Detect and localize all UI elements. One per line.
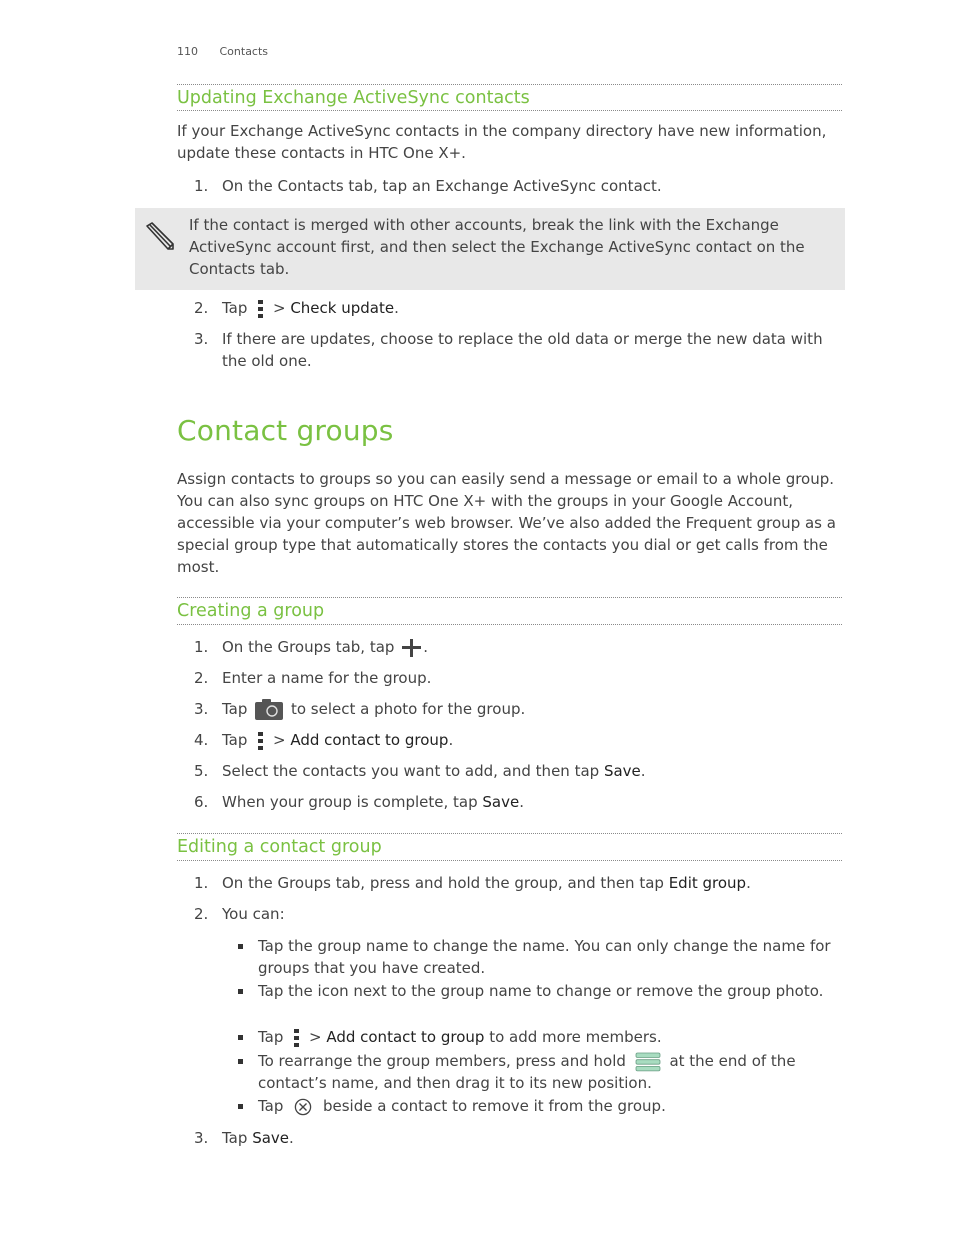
bullet-marker — [238, 1059, 243, 1064]
camera-icon — [255, 699, 283, 720]
note-text: If the contact is merged with other accounts, break the link with the Exchange ActiveSync account first, and then select the Exchange ActiveSync contact on the Contacts tab. — [189, 216, 805, 278]
save-command: Save — [252, 1129, 290, 1147]
plus-icon — [401, 639, 421, 657]
section-rule-bottom — [177, 624, 842, 625]
remove-icon — [294, 1098, 312, 1116]
edit-group-command: Edit group — [668, 874, 747, 892]
manual-page: 110 Contacts Updating Exchange ActiveSync contacts If your Exchange ActiveSync contacts in the company directory have new information, update these contacts in HTC One X+. 1. On the Contacts tab, tap an Exchange ActiveSync contact. If the contact is merged with other accounts, break the link with the Exchange ActiveSync account first, and then select the Exchange ActiveSync contact on the Contacts tab. 2. Tap > Check update. 3. If there are updates, choose to replace the old data or merge the new data with the old one. Contact groups Assign contacts to groups so you can easily send a message or email to a whole group. You can also sync groups on HTC One X+ with the groups in your Google Account, accessible via your computer’s web browser. We’ve also added the Frequent group as a special group type that automatically stores the contacts you dial or get calls from the most. Creating a group 1. On the Groups tab, tap . 2. Enter a name for the group. 3. Tap to select a photo for the group. 4. Tap > Add contact to group. 5. Select the contacts you want to add, and then tap Save. 6. When your group is complete, tap Save. Editing a contact group 1. On the Groups tab, press and hold the group, and then tap Edit group. 2. You can: Tap the group name to change the name. You can only change the name for groups that you have created. Tap the icon next to the group name to change or remove the group photo. Tap > Add contact to group to add more members. To rearrange the group members, press and hold at the end of the contact’s name, and then drag it to its new position. Tap beside a contact to remove it from the group. 3. Tap Save. — [0, 0, 954, 1235]
save-command: Save — [482, 793, 520, 811]
chapter-title-contact-groups: Contact groups — [177, 414, 394, 447]
chapter-name: Contacts — [219, 45, 269, 58]
exchange-intro: If your Exchange ActiveSync contacts in the company directory have new information, update these contacts in HTC One X+. — [177, 122, 827, 162]
contact-groups-intro: Assign contacts to groups so you can easily send a message or email to a whole group. You can also sync groups on HTC One X+ with the groups in your Google Account, accessible via your computer’s web browser. We’ve also added the Frequent group as a special group type that automatically stores the contacts you dial or get calls from the most. — [177, 470, 836, 576]
section-title-exchange: Updating Exchange ActiveSync contacts — [177, 88, 530, 108]
section-title-creating-group: Creating a group — [177, 601, 325, 621]
check-update-command: Check update — [290, 299, 395, 317]
section-rule-top — [177, 833, 842, 834]
add-contact-to-group-command: Add contact to group — [290, 731, 449, 749]
save-command: Save — [603, 762, 641, 780]
section-title-editing-group: Editing a contact group — [177, 837, 382, 857]
note-box — [135, 208, 845, 290]
section-rule-top — [177, 84, 842, 85]
bullet-marker — [238, 1035, 243, 1040]
menu-icon — [256, 732, 264, 750]
menu-icon — [256, 300, 264, 318]
running-head — [177, 45, 268, 58]
section-rule-top — [177, 597, 842, 598]
bullet-marker — [238, 1104, 243, 1109]
pencil-icon — [143, 220, 175, 252]
menu-icon — [292, 1029, 300, 1047]
bullet-marker — [238, 989, 243, 994]
drag-handle-icon — [635, 1052, 661, 1072]
page-number: 110 — [177, 45, 198, 58]
section-rule-bottom — [177, 860, 842, 861]
section-rule-bottom — [177, 110, 842, 111]
bullet-marker — [238, 944, 243, 949]
add-contact-to-group-command: Add contact to group — [326, 1028, 485, 1046]
